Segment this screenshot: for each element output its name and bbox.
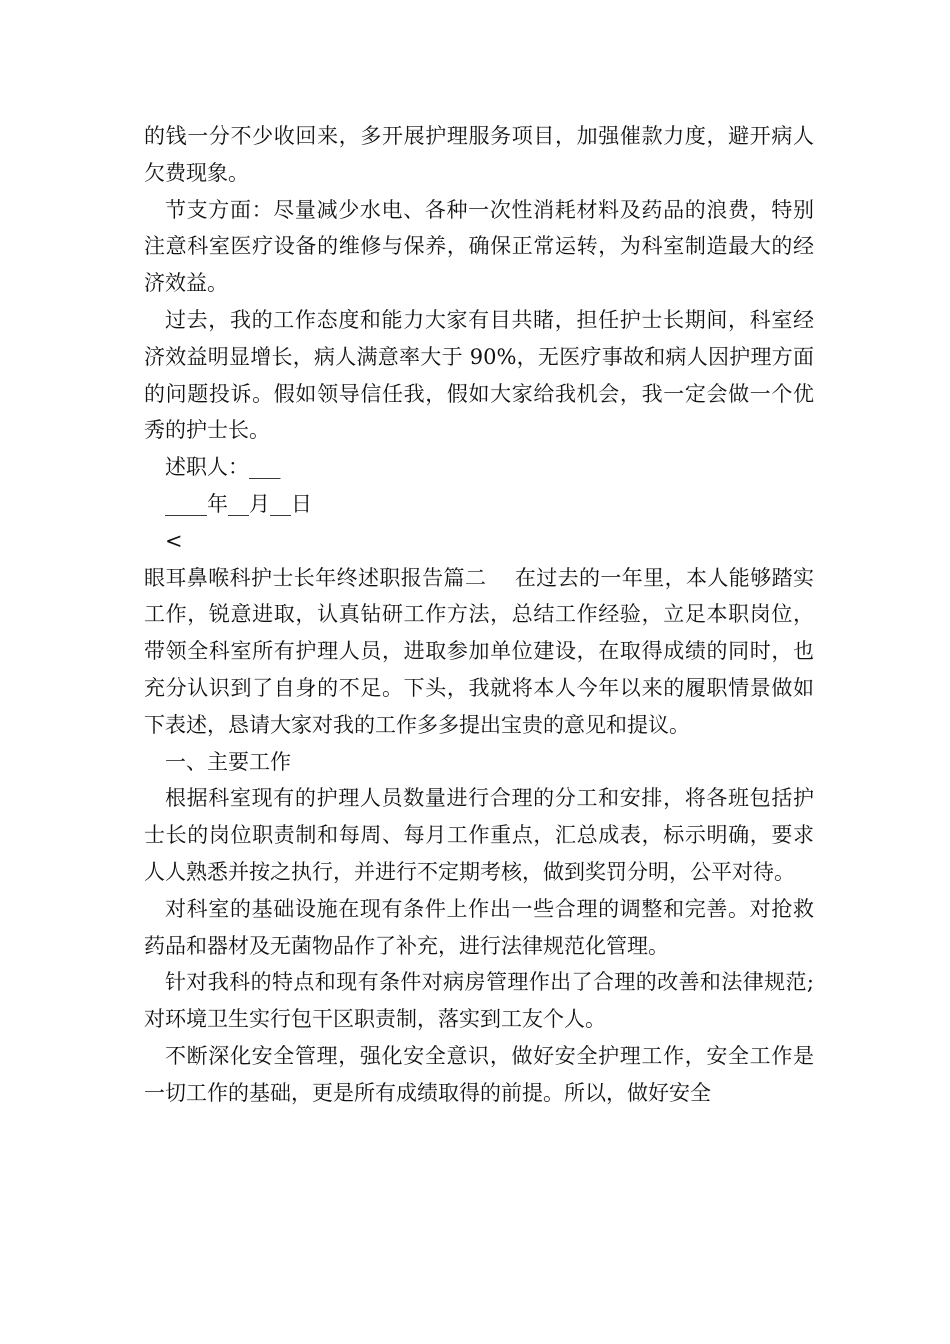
paragraph-income-collection: 的钱一分不少收回来，多开展护理服务项目，加强催款力度，避开病人欠费现象。 xyxy=(144,124,814,185)
paragraph-facilities: 对科室的基础设施在现有条件上作出一些合理的调整和完善。对抢救药品和器材及无菌物品作了补充，进行法律规范化管理。 xyxy=(144,896,814,958)
date-line: ____年__月__日 xyxy=(165,491,312,516)
paragraph-ward-management: 针对我科的特点和现有条件对病房管理作出了合理的改善和法律规范;对环境卫生实行包干区职责制，落实到工友个人。 xyxy=(144,970,814,1032)
signature-line: 述职人：___ xyxy=(165,455,281,480)
document-body xyxy=(144,118,814,1112)
paragraph-past-performance: 过去，我的工作态度和能力大家有目共睹，担任护士长期间，科室经济效益明显增长，病人满意率大于 90%，无医疗事故和病人因护理方面的问题投诉。假如领导信任我，假如大家给我机会，我一定会做一个优秀的护士长。 xyxy=(144,307,814,443)
stray-symbol: < xyxy=(165,528,183,553)
paragraph-report-two-intro: 眼耳鼻喉科护士长年终述职报告篇二 在过去的一年里，本人能够踏实工作，锐意进取，认真钻研工作方法，总结工作经验，立足本职岗位，带领全科室所有护理人员，进取参加单位建设，在取得成绩的同时，也充分认识到了自身的不足。下头，我就将本人今年以来的履职情景做如下表述，恳请大家对我的工作多多提出宝贵的意见和提议。 xyxy=(144,565,814,737)
paragraph-safety-management: 不断深化安全管理，强化安全意识，做好安全护理工作，安全工作是一切工作的基础，更是所有成绩取得的前提。所以，做好安全 xyxy=(144,1043,814,1105)
section-heading-main-work: 一、主要工作 xyxy=(165,749,291,774)
paragraph-staff-arrangement: 根据科室现有的护理人员数量进行合理的分工和安排，将各班包括护士长的岗位职责制和每周、每月工作重点，汇总成表，标示明确，要求人人熟悉并按之执行，并进行不定期考核，做到奖罚分明，公平对待。 xyxy=(144,786,814,884)
paragraph-cost-saving: 节支方面：尽量减少水电、各种一次性消耗材料及药品的浪费，特别注意科室医疗设备的维修与保养，确保正常运转，为科室制造最大的经济效益。 xyxy=(144,197,814,296)
